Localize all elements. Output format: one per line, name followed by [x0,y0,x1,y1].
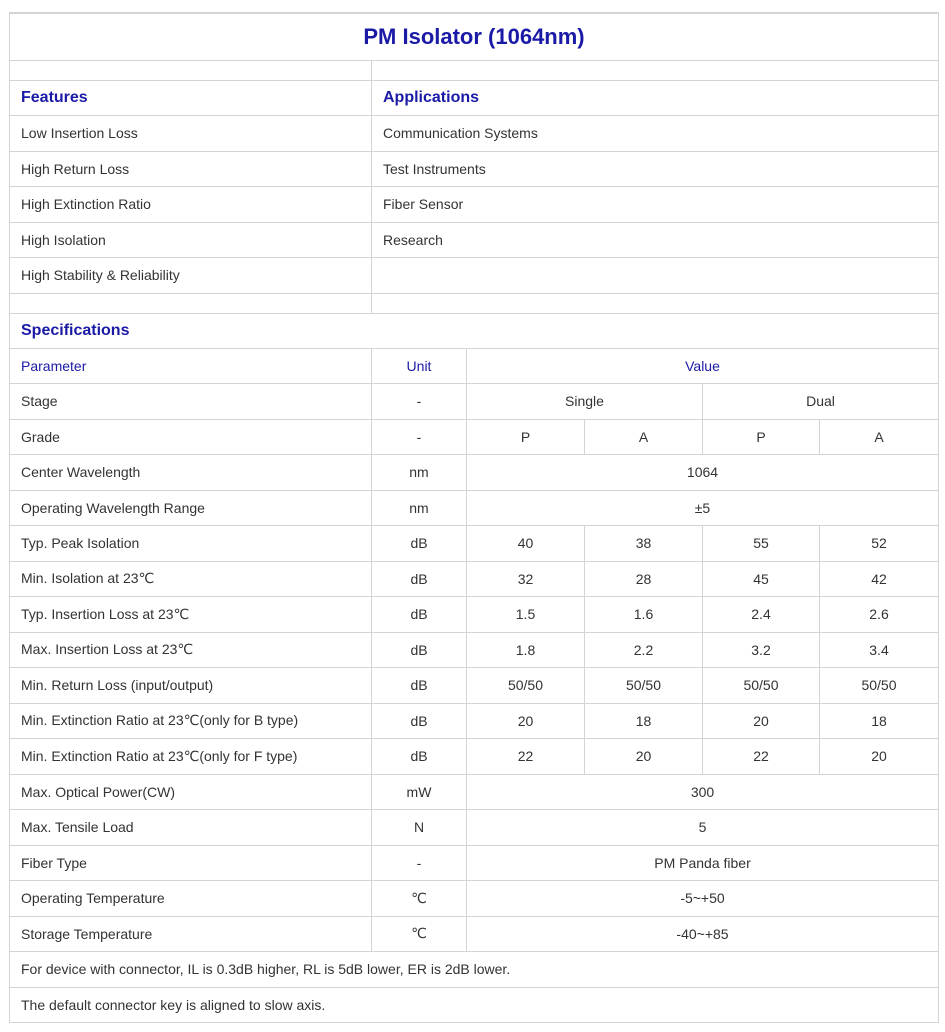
feature-item: High Stability & Reliability [10,258,372,294]
param-value: 18 [820,703,939,739]
spec-table [9,12,939,1023]
application-item: Research [372,222,939,258]
features-heading: Features [10,81,372,116]
param-unit: dB [372,632,467,668]
param-label: Operating Temperature [10,881,372,917]
application-item: Fiber Sensor [372,187,939,223]
table-row [10,881,939,917]
feature-item: High Return Loss [10,151,372,187]
param-unit: ℃ [372,916,467,952]
spec-header-row [10,348,939,384]
table-row [10,632,939,668]
table-row [10,597,939,633]
param-value: 50/50 [703,668,820,704]
table-row [10,845,939,881]
param-label: Min. Isolation at 23℃ [10,561,372,597]
title-row [10,14,939,61]
param-label: Operating Wavelength Range [10,490,372,526]
param-unit: dB [372,703,467,739]
param-unit: dB [372,739,467,775]
table-row [10,455,939,491]
param-value: 20 [467,703,585,739]
param-value: 1064 [467,455,939,491]
grade-value: A [820,419,939,455]
param-value: 45 [703,561,820,597]
table-row [10,774,939,810]
specifications-heading: Specifications [10,313,939,348]
param-value: 3.4 [820,632,939,668]
param-value: 38 [585,526,703,562]
param-value: 3.2 [703,632,820,668]
table-row [10,526,939,562]
stage-dual: Dual [703,384,939,420]
param-value: 1.8 [467,632,585,668]
param-value: 20 [820,739,939,775]
list-item [10,222,939,258]
table-row [10,419,939,455]
param-unit: - [372,419,467,455]
param-value: 2.2 [585,632,703,668]
param-label: Center Wavelength [10,455,372,491]
param-value: 2.6 [820,597,939,633]
param-unit: - [372,384,467,420]
param-label: Fiber Type [10,845,372,881]
param-value: 300 [467,774,939,810]
param-value: 22 [703,739,820,775]
spacer-row [10,293,939,313]
param-value: 42 [820,561,939,597]
table-row [10,668,939,704]
param-value: 50/50 [585,668,703,704]
table-row [10,384,939,420]
param-value: 5 [467,810,939,846]
param-value: 50/50 [820,668,939,704]
param-label: Grade [10,419,372,455]
param-label: Min. Extinction Ratio at 23℃(only for F type) [10,739,372,775]
list-item [10,116,939,152]
param-unit: dB [372,526,467,562]
table-row [10,810,939,846]
param-label: Max. Optical Power(CW) [10,774,372,810]
application-item: Communication Systems [372,116,939,152]
application-item: Test Instruments [372,151,939,187]
grade-value: P [703,419,820,455]
stage-single: Single [467,384,703,420]
application-item-empty [372,258,939,294]
spacer-row [10,61,939,81]
parameter-header: Parameter [10,348,372,384]
list-item [10,187,939,223]
list-item [10,258,939,294]
param-value: -40~+85 [467,916,939,952]
applications-heading: Applications [372,81,939,116]
connector-key-note: The default connector key is aligned to slow axis. [10,987,939,1023]
value-header: Value [467,348,939,384]
param-unit: dB [372,597,467,633]
param-unit: nm [372,455,467,491]
specifications-heading-row [10,313,939,348]
page-title: PM Isolator (1064nm) [10,14,939,61]
param-value: 1.5 [467,597,585,633]
table-row [10,561,939,597]
param-label: Storage Temperature [10,916,372,952]
param-unit: - [372,845,467,881]
param-value: 18 [585,703,703,739]
param-unit: dB [372,668,467,704]
note-row [10,952,939,988]
param-value: 55 [703,526,820,562]
grade-value: A [585,419,703,455]
param-unit: N [372,810,467,846]
param-unit: mW [372,774,467,810]
connector-note: For device with connector, IL is 0.3dB higher, RL is 5dB lower, ER is 2dB lower. [10,952,939,988]
note-row [10,987,939,1023]
param-unit: nm [372,490,467,526]
table-row [10,916,939,952]
table-row [10,739,939,775]
param-value: ±5 [467,490,939,526]
table-row [10,490,939,526]
param-label: Max. Tensile Load [10,810,372,846]
param-label: Min. Return Loss (input/output) [10,668,372,704]
param-value: 22 [467,739,585,775]
param-unit: dB [372,561,467,597]
param-label: Min. Extinction Ratio at 23℃(only for B type) [10,703,372,739]
param-value: 28 [585,561,703,597]
param-value: 50/50 [467,668,585,704]
param-label: Max. Insertion Loss at 23℃ [10,632,372,668]
feature-item: Low Insertion Loss [10,116,372,152]
param-value: 2.4 [703,597,820,633]
param-label: Typ. Insertion Loss at 23℃ [10,597,372,633]
feature-item: High Extinction Ratio [10,187,372,223]
param-label: Stage [10,384,372,420]
param-label: Typ. Peak Isolation [10,526,372,562]
unit-header: Unit [372,348,467,384]
param-value: 32 [467,561,585,597]
param-value: 1.6 [585,597,703,633]
param-value: 20 [585,739,703,775]
param-unit: ℃ [372,881,467,917]
grade-value: P [467,419,585,455]
feature-item: High Isolation [10,222,372,258]
table-row [10,703,939,739]
param-value: 52 [820,526,939,562]
param-value: 40 [467,526,585,562]
param-value: -5~+50 [467,881,939,917]
list-item [10,151,939,187]
features-applications-header [10,81,939,116]
param-value: 20 [703,703,820,739]
param-value: PM Panda fiber [467,845,939,881]
